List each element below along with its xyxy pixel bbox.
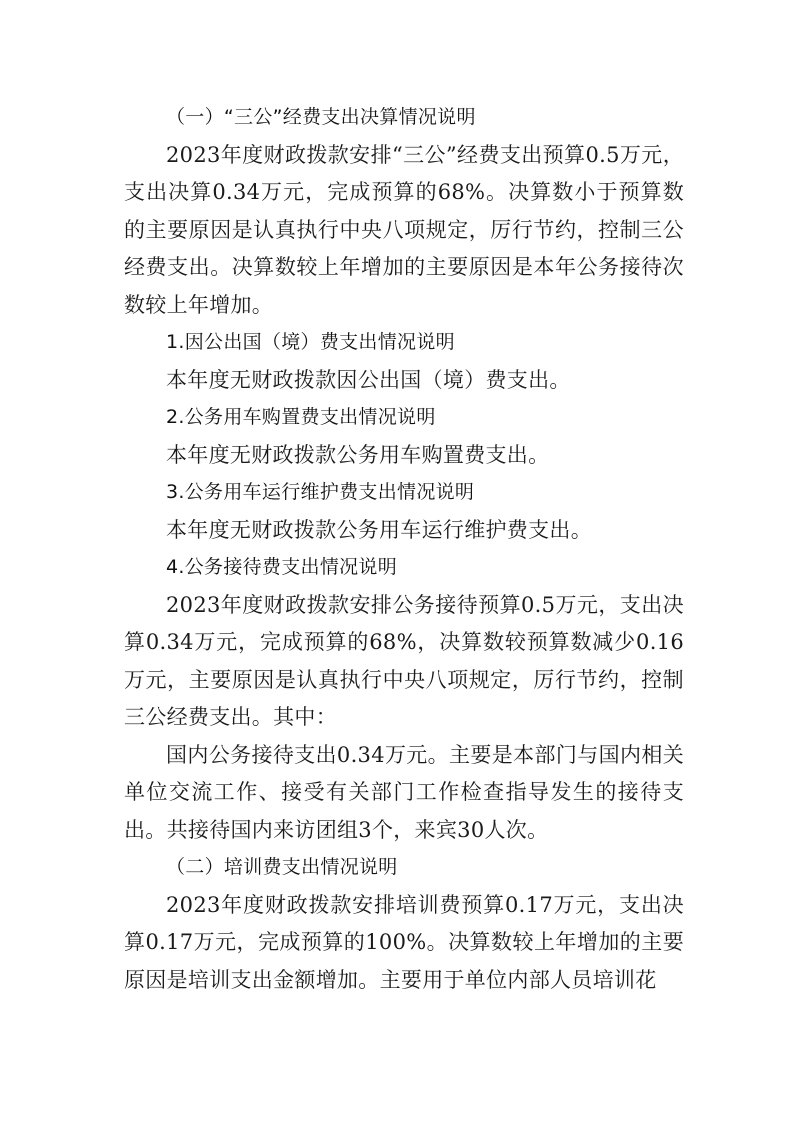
paragraph-domestic-reception: 国内公务接待支出0.34万元。主要是本部门与国内相关单位交流工作、接受有关部门工作检查指导发生的接待支出。共接待国内来访团组3个，来宾30人次。 (124, 742, 684, 842)
subheading-reception: 4.公务接待费支出情况说明 (166, 556, 398, 578)
paragraph-overseas-travel: 本年度无财政拨款因公出国（境）费支出。 (166, 367, 571, 392)
section-heading-sangong: （一）“三公”经费支出决算情况说明 (166, 106, 476, 128)
section-heading-training: （二）培训费支出情况说明 (166, 856, 398, 878)
subheading-vehicle-purchase: 2.公务用车购置费支出情况说明 (166, 406, 436, 428)
paragraph-training-summary: 2023年度财政拨款安排培训费预算0.17万元，支出决算0.17万元，完成预算的100%。决算数较上年增加的主要原因是培训支出金额增加。主要用于单位内部人员培训花 (124, 892, 684, 992)
paragraph-vehicle-maintenance: 本年度无财政拨款公务用车运行维护费支出。 (166, 517, 592, 542)
paragraph-reception-summary: 2023年度财政拨款安排公务接待预算0.5万元，支出决算0.34万元，完成预算的68%，决算数较预算数减少0.16万元，主要原因是认真执行中央八项规定，厉行节约，控制三公经费支出。其中： (124, 592, 684, 729)
document-body (124, 99, 684, 999)
paragraph-sangong-summary: 2023年度财政拨款安排“三公”经费支出预算0.5万元，支出决算0.34万元，完成预算的68%。决算数小于预算数的主要原因是认真执行中央八项规定，厉行节约，控制三公经费支出。决算数较上年增加的主要原因是本年公务接待次数较上年增加。 (124, 142, 684, 317)
subheading-vehicle-maintenance: 3.公务用车运行维护费支出情况说明 (166, 481, 475, 503)
paragraph-vehicle-purchase: 本年度无财政拨款公务用车购置费支出。 (166, 442, 550, 467)
subheading-overseas-travel: 1.因公出国（境）费支出情况说明 (166, 331, 455, 353)
